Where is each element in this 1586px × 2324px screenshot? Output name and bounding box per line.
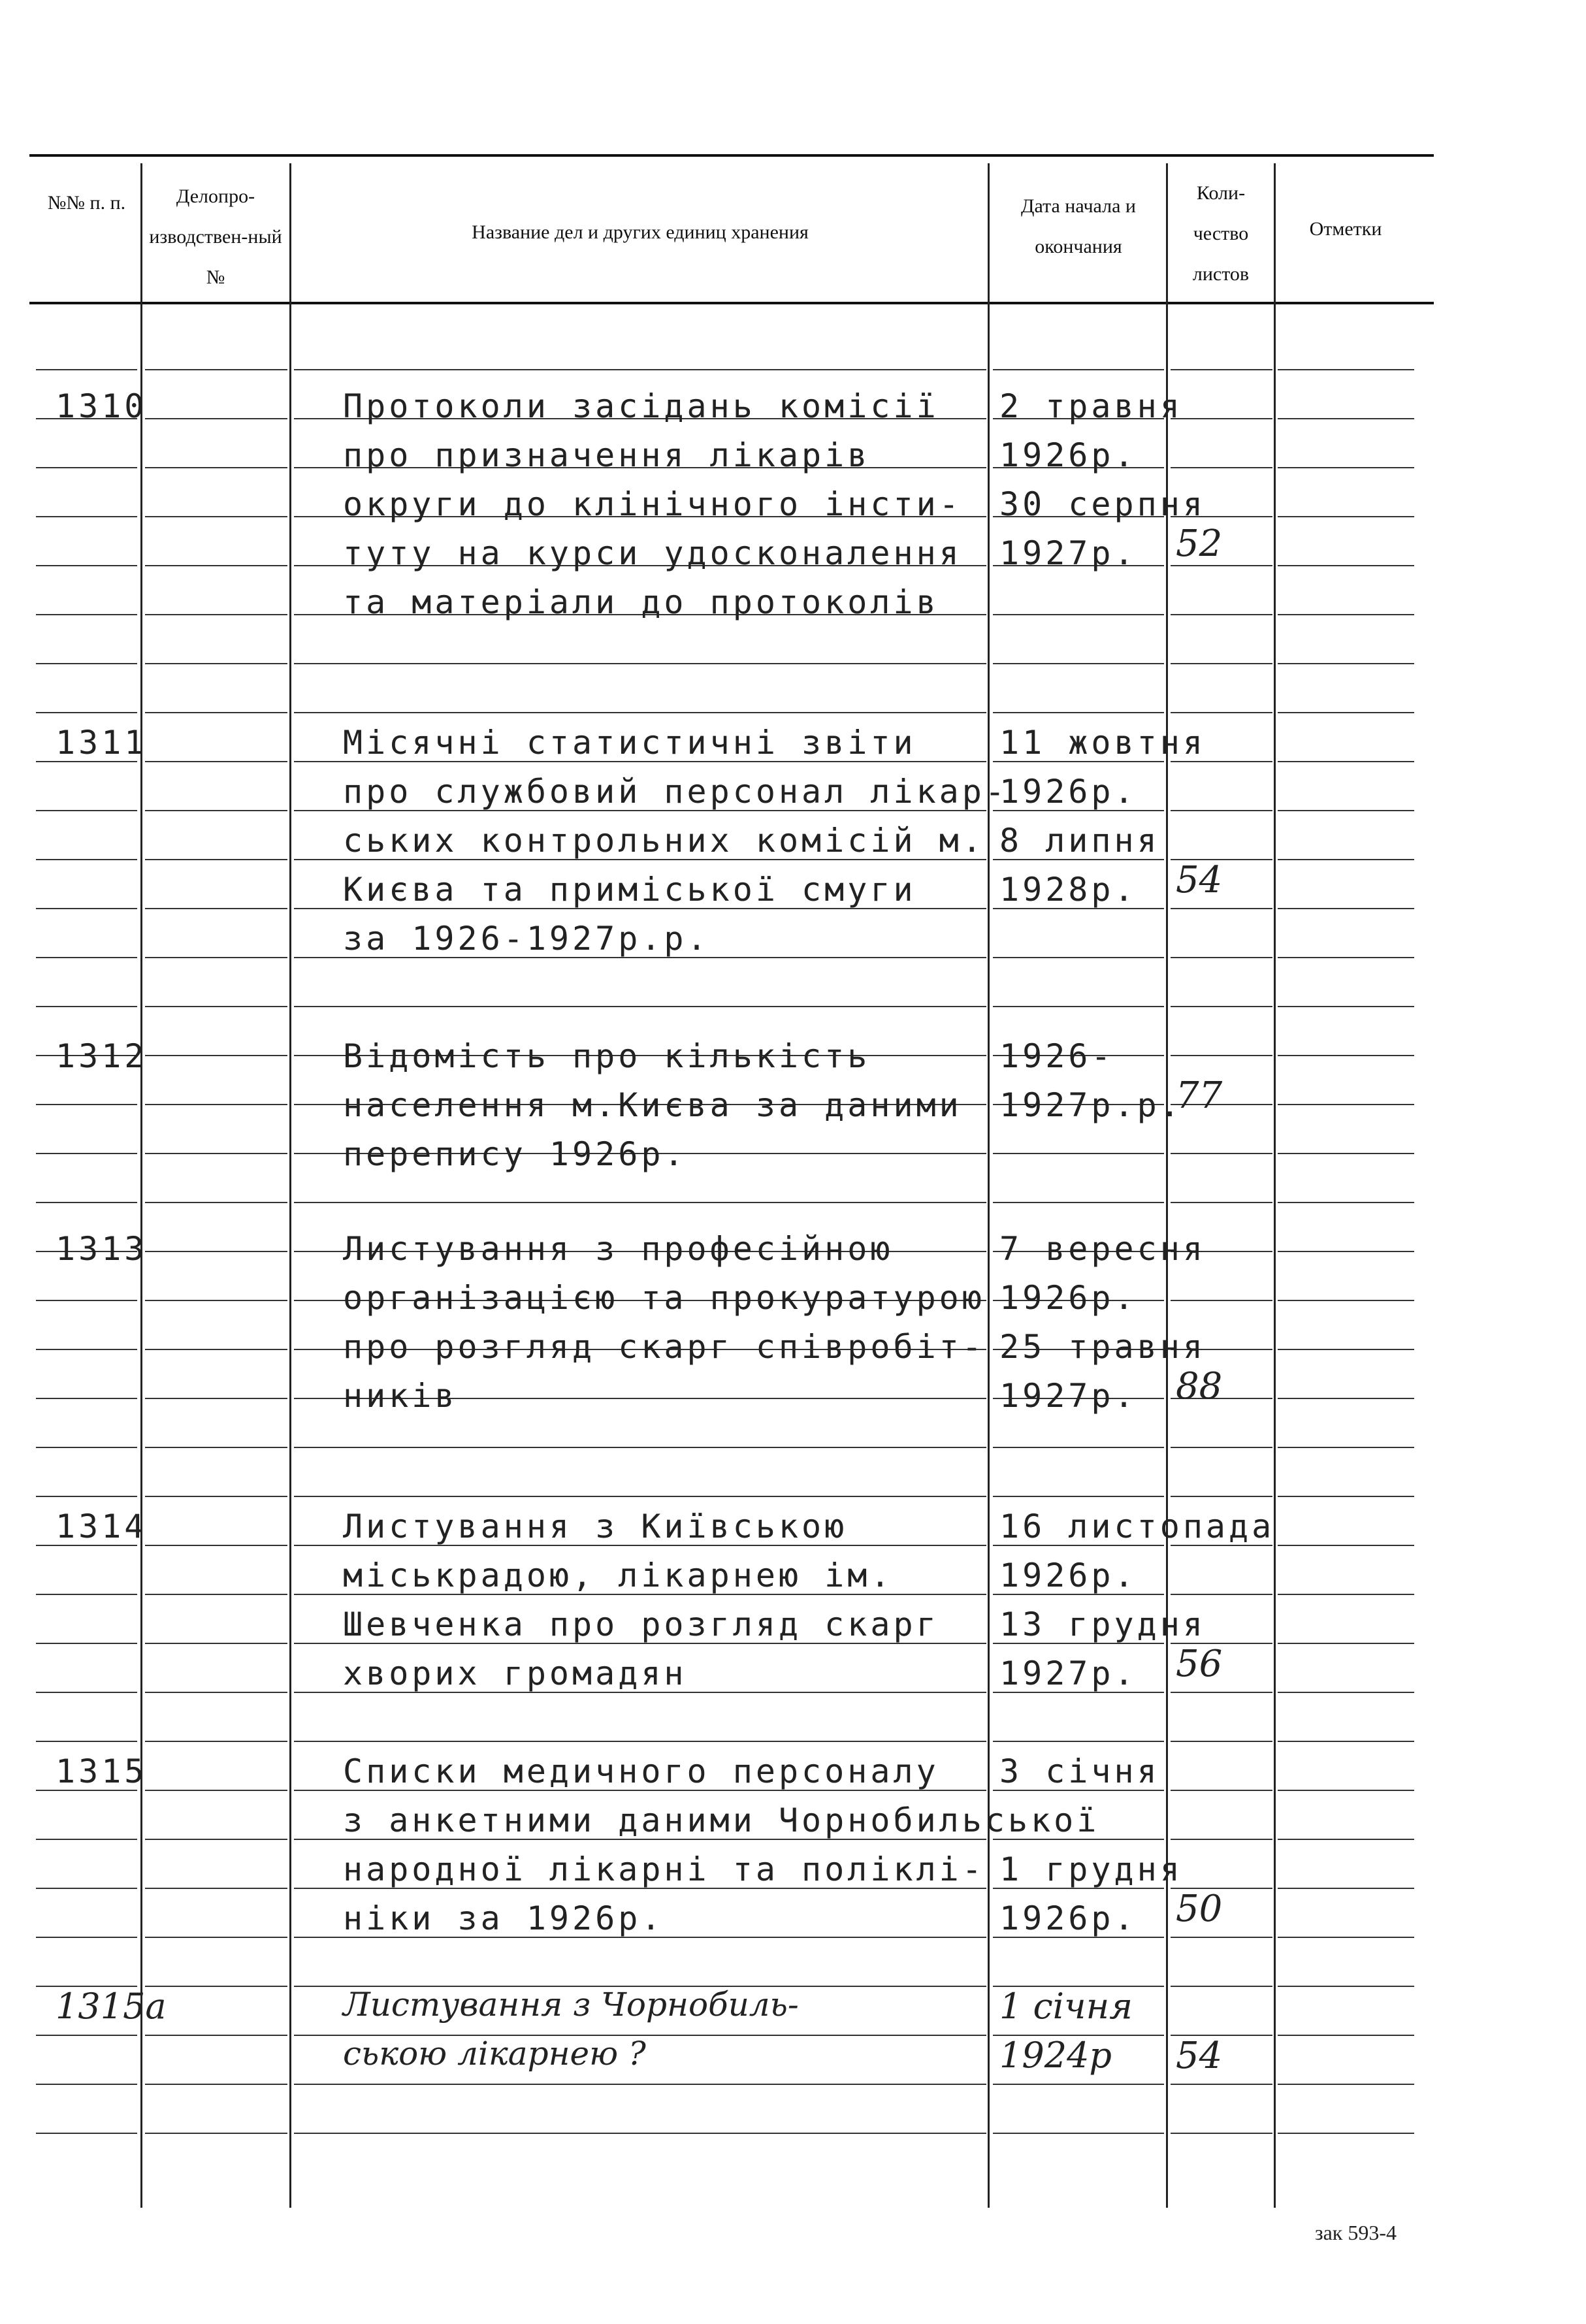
rule-line: [145, 1153, 287, 1154]
entry-sheet-count: 50: [1176, 1888, 1223, 1930]
rule-line: [993, 2084, 1164, 2085]
entry-sheet-count: 56: [1176, 1643, 1223, 1685]
entry-date: 1928р.: [999, 871, 1137, 909]
rule-line: [993, 712, 1164, 713]
rule-line: [36, 516, 137, 517]
rule-line: [145, 467, 287, 468]
rule-line: [1171, 1202, 1272, 1203]
rule-line: [993, 663, 1164, 664]
rule-line: [145, 1202, 287, 1203]
entry-number: 1311: [56, 724, 148, 762]
entry-number: 1315а: [56, 1986, 167, 2027]
rule-line: [145, 565, 287, 566]
entry-title-line: організацією та прокуратурою: [343, 1279, 985, 1317]
footer-order-number: зак 593-4: [1314, 2221, 1397, 2244]
rule-line: [1278, 1055, 1414, 1056]
rule-line: [1278, 1398, 1414, 1399]
rule-line: [1278, 2035, 1414, 2036]
rule-line: [993, 1006, 1164, 1007]
rule-line: [1278, 761, 1414, 762]
entry-title-line: з анкетними даними Чорнобильської: [343, 1801, 1100, 1839]
rule-line: [1278, 1300, 1414, 1301]
rule-line: [145, 712, 287, 713]
rule-line: [993, 1496, 1164, 1497]
rule-line: [1278, 810, 1414, 811]
rule-line: [36, 1643, 137, 1644]
rule-line: [1278, 908, 1414, 909]
rule-line: [36, 2133, 137, 2134]
rule-line: [1171, 467, 1272, 468]
rule-line: [993, 1153, 1164, 1154]
rule-line: [145, 761, 287, 762]
rule-line: [1171, 2084, 1272, 2085]
rule-line: [145, 1006, 287, 1007]
rule-line: [36, 1447, 137, 1448]
entry-title-line: Листування з Чорнобиль-: [343, 1986, 799, 2024]
rule-line: [294, 369, 986, 370]
entry-title-line: Списки медичного персоналу: [343, 1752, 939, 1790]
rule-line: [145, 516, 287, 517]
rule-line: [294, 1447, 986, 1448]
entry-date: 3 січня: [999, 1752, 1160, 1790]
rule-line: [1171, 1496, 1272, 1497]
entry-title-line: ських контрольних комісій м.: [343, 822, 985, 860]
entry-date: 8 липня: [999, 822, 1160, 860]
rule-line: [145, 614, 287, 615]
rule-line: [1171, 712, 1272, 713]
rule-line: [1278, 1986, 1414, 1987]
rule-line: [1278, 2084, 1414, 2085]
entry-title-line: народної лікарні та поліклі-: [343, 1850, 985, 1888]
rule-line: [1278, 614, 1414, 615]
rule-line: [1278, 1104, 1414, 1105]
entry-title-line: та матеріали до протоколів: [343, 583, 939, 621]
rule-line: [1171, 1692, 1272, 1693]
entry-title-line: Києва та приміської смуги: [343, 871, 916, 909]
rule-line: [145, 957, 287, 958]
rule-line: [1171, 1153, 1272, 1154]
rule-line: [36, 1398, 137, 1399]
rule-line: [1171, 565, 1272, 566]
rule-line: [1171, 810, 1272, 811]
entry-date: 1926р.: [999, 436, 1137, 474]
rule-line: [294, 1496, 986, 1497]
rule-line: [145, 859, 287, 860]
rule-line: [1171, 1839, 1272, 1840]
entry-date: 1927р.: [999, 1377, 1137, 1415]
rule-line: [1278, 1643, 1414, 1644]
rule-line: [145, 1300, 287, 1301]
rule-line: [145, 1741, 287, 1742]
entry-title-line: округи до клінічного інсти-: [343, 485, 962, 523]
rule-line: [1171, 1741, 1272, 1742]
rule-line: [36, 1692, 137, 1693]
rule-line: [36, 810, 137, 811]
entry-sheet-count: 54: [1176, 859, 1223, 901]
rule-line: [294, 663, 986, 664]
header-sheets: Коли-чество листов: [1192, 182, 1250, 285]
entry-date: 25 травня: [999, 1328, 1206, 1366]
header-title: Название дел и других единиц хранения: [472, 221, 809, 243]
entry-title-line: ською лікарнею ?: [343, 2035, 646, 2073]
rule-line: [36, 1741, 137, 1742]
rule-line: [36, 467, 137, 468]
rule-line: [36, 1594, 137, 1595]
entry-title-line: Листування з Київською: [343, 1508, 848, 1545]
entry-date: 1926-: [999, 1037, 1114, 1075]
rule-line: [993, 369, 1164, 370]
rule-line: [1278, 1839, 1414, 1840]
entry-title-line: ніки за 1926р.: [343, 1899, 664, 1937]
entry-number: 1310: [56, 387, 148, 425]
rule-line: [1278, 1006, 1414, 1007]
rule-line: [1278, 1153, 1414, 1154]
entry-title-line: ників: [343, 1377, 458, 1415]
rule-line: [36, 859, 137, 860]
rule-line: [1171, 1006, 1272, 1007]
rule-line: [1278, 369, 1414, 370]
header-dates: Дата начала и окончания: [1021, 195, 1136, 257]
rule-line: [1278, 565, 1414, 566]
rule-line: [145, 1055, 287, 1056]
entry-title-line: за 1926-1927р.р.: [343, 920, 710, 958]
entry-title-line: перепису 1926р.: [343, 1135, 687, 1173]
header-rule: [29, 302, 1434, 304]
rule-line: [1278, 663, 1414, 664]
rule-line: [145, 1790, 287, 1791]
rule-line: [145, 418, 287, 419]
rule-line: [1278, 1202, 1414, 1203]
rule-line: [993, 614, 1164, 615]
entry-title-line: населення м.Києва за даними: [343, 1086, 962, 1124]
rule-line: [145, 1594, 287, 1595]
entry-title-line: Протоколи засідань комісії: [343, 387, 939, 425]
entry-number: 1313: [56, 1230, 148, 1268]
rule-line: [1171, 1300, 1272, 1301]
rule-line: [1278, 1349, 1414, 1350]
entry-date: 11 жовтня: [999, 724, 1206, 762]
entry-date: 1 січня: [999, 1986, 1133, 2027]
rule-line: [1278, 957, 1414, 958]
rule-line: [36, 1300, 137, 1301]
rule-line: [1171, 1594, 1272, 1595]
entry-date: 1927р.: [999, 1654, 1137, 1692]
rule-line: [145, 1986, 287, 1987]
header-notes: Отметки: [1309, 218, 1382, 240]
rule-line: [1278, 1496, 1414, 1497]
rule-line: [36, 2084, 137, 2085]
rule-line: [1278, 1692, 1414, 1693]
top-rule: [29, 154, 1434, 157]
column-divider: [1274, 163, 1276, 2208]
entry-date: 1 грудня: [999, 1850, 1183, 1888]
entry-title-line: Місячні статистичні звіти: [343, 724, 916, 762]
rule-line: [1278, 1545, 1414, 1546]
rule-line: [36, 908, 137, 909]
rule-line: [1171, 1447, 1272, 1448]
rule-line: [993, 1447, 1164, 1448]
rule-line: [145, 2133, 287, 2134]
rule-line: [36, 1006, 137, 1007]
entry-date: 7 вересня: [999, 1230, 1206, 1268]
rule-line: [1171, 957, 1272, 958]
rule-line: [1171, 2133, 1272, 2134]
rule-line: [145, 1496, 287, 1497]
rule-line: [145, 810, 287, 811]
entry-title-line: Відомість про кількість: [343, 1037, 871, 1075]
rule-line: [993, 2133, 1164, 2134]
rule-line: [1171, 663, 1272, 664]
entry-date: 1926р.: [999, 1279, 1137, 1317]
rule-line: [294, 2133, 986, 2134]
entry-date: 13 грудня: [999, 1606, 1206, 1643]
entry-number: 1312: [56, 1037, 148, 1075]
entry-title-line: Листування з професійною: [343, 1230, 894, 1268]
rule-line: [294, 1741, 986, 1742]
rule-line: [145, 2035, 287, 2036]
rule-line: [145, 2084, 287, 2085]
rule-line: [294, 1006, 986, 1007]
rule-line: [36, 614, 137, 615]
entry-sheet-count: 54: [1176, 2035, 1223, 2077]
entry-date: 1926р.: [999, 1899, 1137, 1937]
rule-line: [1171, 1986, 1272, 1987]
rule-line: [36, 1496, 137, 1497]
entry-sheet-count: 77: [1176, 1074, 1223, 1117]
entry-date: 1927р.р.: [999, 1086, 1183, 1124]
rule-line: [1278, 1790, 1414, 1791]
entry-date: 16 листопада: [999, 1508, 1275, 1545]
column-divider: [988, 163, 990, 2208]
rule-line: [1278, 1888, 1414, 1889]
rule-line: [36, 1202, 137, 1203]
rule-line: [36, 1888, 137, 1889]
rule-line: [145, 1104, 287, 1105]
entry-sheet-count: 52: [1176, 523, 1223, 565]
rule-line: [993, 957, 1164, 958]
rule-line: [145, 369, 287, 370]
rule-line: [1171, 369, 1272, 370]
rule-line: [36, 2035, 137, 2036]
rule-line: [36, 1153, 137, 1154]
rule-line: [36, 1349, 137, 1350]
rule-line: [36, 1839, 137, 1840]
rule-line: [145, 1398, 287, 1399]
rule-line: [1171, 1055, 1272, 1056]
rule-line: [36, 1104, 137, 1105]
rule-line: [145, 908, 287, 909]
rule-line: [145, 1643, 287, 1644]
rule-line: [1278, 1594, 1414, 1595]
entry-date: 2 травня: [999, 387, 1183, 425]
rule-line: [1278, 859, 1414, 860]
rule-line: [993, 1202, 1164, 1203]
rule-line: [1278, 467, 1414, 468]
rule-line: [1278, 1741, 1414, 1742]
rule-line: [294, 1202, 986, 1203]
rule-line: [36, 565, 137, 566]
rule-line: [1278, 1937, 1414, 1938]
rule-line: [1278, 516, 1414, 517]
rule-line: [36, 663, 137, 664]
entry-sheet-count: 88: [1176, 1365, 1223, 1408]
rule-line: [145, 663, 287, 664]
entry-date: 1926р.: [999, 1557, 1137, 1594]
header-office-number: Делопро-изводствен-ный №: [149, 186, 282, 288]
entry-number: 1315: [56, 1752, 148, 1790]
rule-line: [1171, 614, 1272, 615]
entry-date: 30 серпня: [999, 485, 1206, 523]
rule-line: [145, 1937, 287, 1938]
rule-line: [145, 1692, 287, 1693]
rule-line: [36, 712, 137, 713]
rule-line: [36, 1937, 137, 1938]
header-number: №№ п. п.: [47, 192, 126, 214]
entry-title-line: про розгляд скарг співробіт-: [343, 1328, 985, 1366]
entry-date: 1926р.: [999, 773, 1137, 811]
rule-line: [145, 1545, 287, 1546]
entry-date: 1927р.: [999, 534, 1137, 572]
entry-number: 1314: [56, 1508, 148, 1545]
entry-title-line: туту на курси удосконалення: [343, 534, 962, 572]
rule-line: [145, 1349, 287, 1350]
rule-line: [145, 1839, 287, 1840]
rule-line: [1171, 1937, 1272, 1938]
rule-line: [1278, 1251, 1414, 1252]
rule-line: [993, 1741, 1164, 1742]
rule-line: [145, 1447, 287, 1448]
rule-line: [294, 712, 986, 713]
column-divider: [1166, 163, 1168, 2208]
column-divider: [289, 163, 291, 2208]
rule-line: [1171, 908, 1272, 909]
rule-line: [1278, 712, 1414, 713]
rule-line: [294, 2084, 986, 2085]
entry-date: 1924р: [999, 2035, 1112, 2076]
entry-title-line: про службовий персонал лікар-: [343, 773, 1008, 811]
entry-title-line: Шевченка про розгляд скарг: [343, 1606, 939, 1643]
rule-line: [145, 1888, 287, 1889]
rule-line: [1171, 418, 1272, 419]
entry-title-line: міськрадою, лікарнею ім.: [343, 1557, 894, 1594]
rule-line: [1278, 2133, 1414, 2134]
rule-line: [36, 369, 137, 370]
rule-line: [1278, 418, 1414, 419]
column-divider: [140, 163, 142, 2208]
rule-line: [1278, 1447, 1414, 1448]
rule-line: [1171, 1790, 1272, 1791]
rule-line: [145, 1251, 287, 1252]
rule-line: [36, 957, 137, 958]
entry-title-line: про призначення лікарів: [343, 436, 871, 474]
entry-title-line: хворих громадян: [343, 1654, 687, 1692]
